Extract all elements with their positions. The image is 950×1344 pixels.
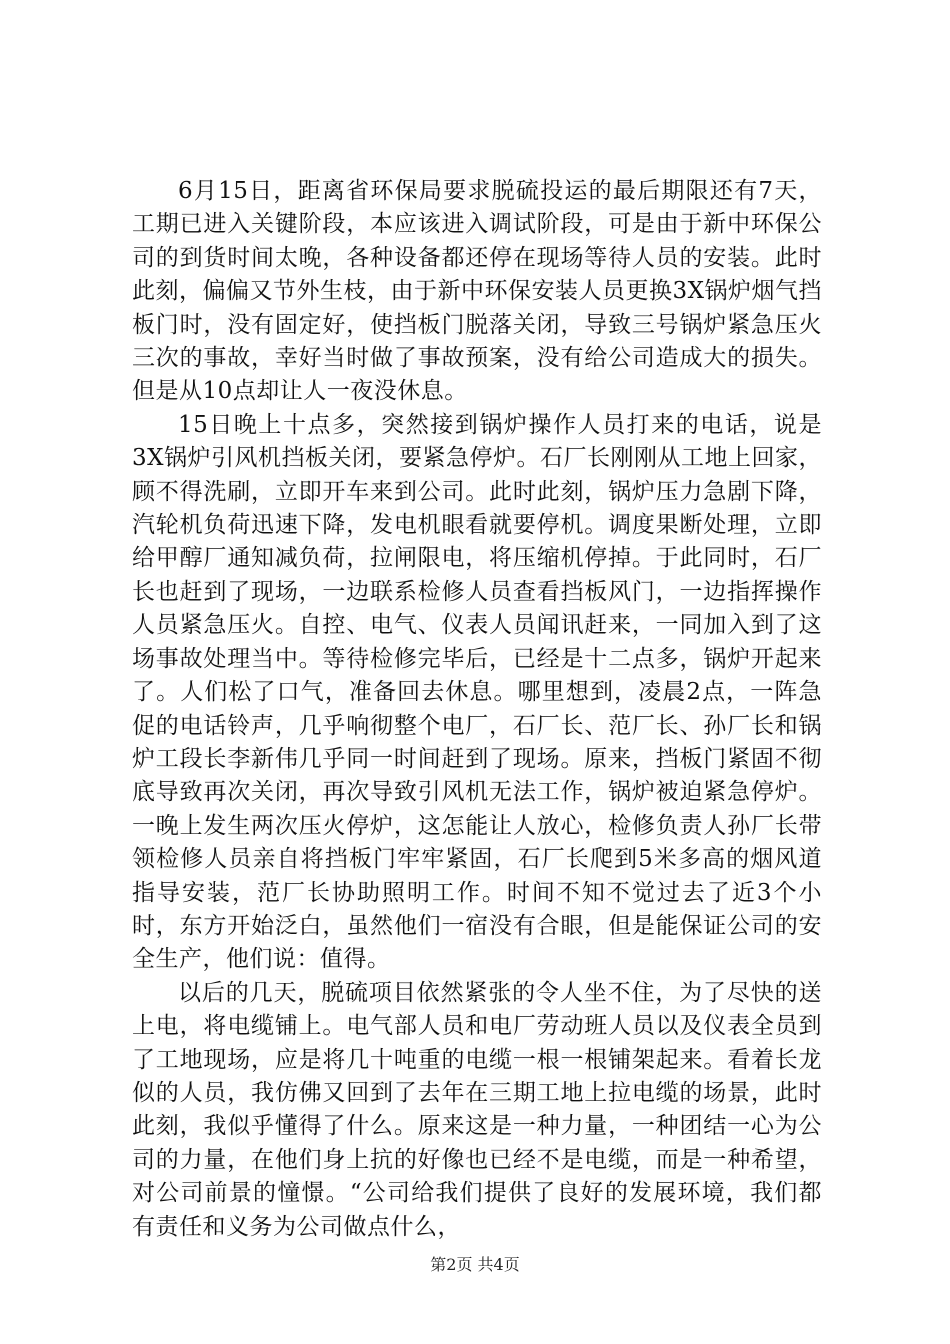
paragraph-2: 15日晚上十点多，突然接到锅炉操作人员打来的电话，说是3X锅炉引风机挡板关闭，要紧急停炉。石厂长刚刚从工地上回家，顾不得洗刷，立即开车来到公司。此时此刻，锅炉压力急剧下降，汽轮机负荷迅速下降，发电机眼看就要停机。调度果断处理，立即给甲醇厂通知减负荷，拉闸限电，将压缩机停掉。于此同时，石厂长也赶到了现场，一边联系检修人员查看挡板风门，一边指挥操作人员紧急压火。自控、电气、仪表人员闻讯赶来，一同加入到了这场事故处理当中。等待检修完毕后，已经是十二点多，锅炉开起来了。人们松了口气，准备回去休息。哪里想到，凌晨2点，一阵急促的电话铃声，几乎响彻整个电厂，石厂长、范厂长、孙厂长和锅炉工段长李新伟几乎同一时间赶到了现场。原来，挡板门紧固不彻底导致再次关闭，再次导致引风机无法工作，锅炉被迫紧急停炉。一晚上发生两次压火停炉，这怎能让人放心，检修负责人孙厂长带领检修人员亲自将挡板门牢牢紧固，石厂长爬到5米多高的烟风道指导安装，范厂长协助照明工作。时间不知不觉过去了近3个小时，东方开始泛白，虽然他们一宿没有合眼，但是能保证公司的安全生产，他们说：值得。	[132, 411, 823, 973]
paragraph-1: 6月15日，距离省环保局要求脱硫投运的最后期限还有7天，工期已进入关键阶段，本应该进入调试阶段，可是由于新中环保公司的到货时间太晚，各种设备都还停在现场等待人员的安装。此时此刻，偏偏又节外生枝，由于新中环保安装人员更换3X锅炉烟气挡板门时，没有固定好，使挡板门脱落关闭，导致三号锅炉紧急压火三次的事故，幸好当时做了事故预案，没有给公司造成大的损失。但是从10点却让人一夜没休息。	[132, 178, 823, 405]
document-body	[132, 175, 822, 1244]
paragraph-3: 以后的几天，脱硫项目依然紧张的令人坐不住，为了尽快的送上电，将电缆铺上。电气部人员和电厂劳动班人员以及仪表全员到了工地现场，应是将几十吨重的电缆一根一根铺架起来。看着长龙似的人员，我仿佛又回到了去年在三期工地上拉电缆的场景，此时此刻，我似乎懂得了什么。原来这是一种力量，一种团结一心为公司的力量，在他们身上抗的好像也已经不是电缆，而是一种希望，对公司前景的憧憬。“公司给我们提供了良好的发展环境，我们都有责任和义务为公司做点什么，	[132, 979, 822, 1240]
page-footer: 第2页 共4页	[430, 1255, 520, 1274]
